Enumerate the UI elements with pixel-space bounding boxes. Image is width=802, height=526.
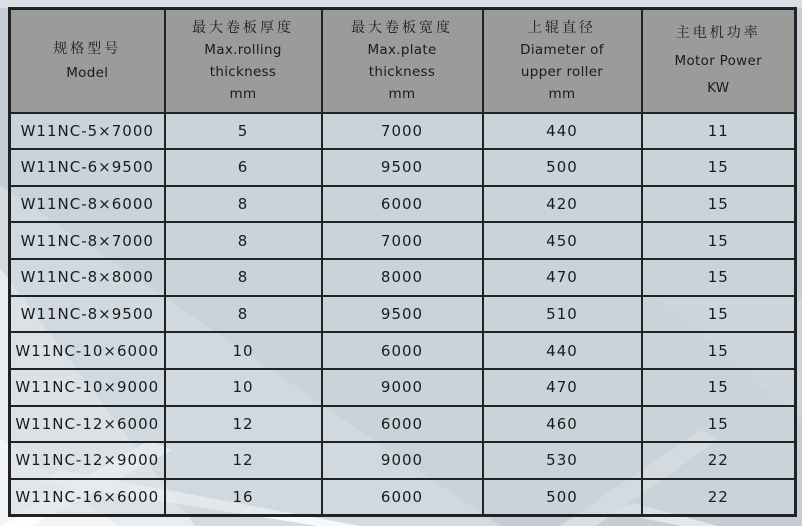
model-cell: W11NC-16×6000 bbox=[10, 479, 165, 516]
header-line: upper roller bbox=[520, 63, 604, 80]
column-header-max-plate-width bbox=[322, 9, 483, 113]
value-cell: 8 bbox=[165, 222, 322, 259]
header-line: mm bbox=[229, 85, 257, 102]
value-cell: 6 bbox=[165, 149, 322, 186]
value-cell: 15 bbox=[642, 332, 796, 369]
value-cell: 7000 bbox=[322, 222, 483, 259]
value-cell: 530 bbox=[483, 442, 642, 479]
value-cell: 8 bbox=[165, 296, 322, 333]
model-cell: W11NC-8×6000 bbox=[10, 186, 165, 223]
table-row bbox=[10, 406, 796, 443]
value-cell: 9000 bbox=[322, 369, 483, 406]
value-cell: 15 bbox=[642, 369, 796, 406]
header-line: mm bbox=[548, 85, 576, 102]
column-header-motor-power bbox=[642, 9, 796, 113]
header-line: Model bbox=[66, 64, 109, 81]
header-line: 最大卷板宽度 bbox=[351, 19, 453, 36]
value-cell: 15 bbox=[642, 149, 796, 186]
value-cell: 6000 bbox=[322, 479, 483, 516]
table-row bbox=[10, 479, 796, 516]
header-line: 上辊直径 bbox=[528, 19, 596, 36]
table-body bbox=[10, 113, 796, 516]
value-cell: 16 bbox=[165, 479, 322, 516]
value-cell: 15 bbox=[642, 222, 796, 259]
table-row bbox=[10, 186, 796, 223]
value-cell: 440 bbox=[483, 332, 642, 369]
table-row bbox=[10, 222, 796, 259]
value-cell: 6000 bbox=[322, 186, 483, 223]
header-line: mm bbox=[388, 85, 416, 102]
model-cell: W11NC-12×9000 bbox=[10, 442, 165, 479]
value-cell: 12 bbox=[165, 406, 322, 443]
header-line: Diameter of bbox=[520, 41, 604, 58]
value-cell: 450 bbox=[483, 222, 642, 259]
value-cell: 9000 bbox=[322, 442, 483, 479]
specification-table bbox=[8, 7, 797, 517]
value-cell: 9500 bbox=[322, 296, 483, 333]
value-cell: 5 bbox=[165, 113, 322, 150]
value-cell: 10 bbox=[165, 369, 322, 406]
value-cell: 15 bbox=[642, 406, 796, 443]
value-cell: 10 bbox=[165, 332, 322, 369]
model-cell: W11NC-5×7000 bbox=[10, 113, 165, 150]
value-cell: 500 bbox=[483, 149, 642, 186]
header-row bbox=[10, 9, 796, 113]
value-cell: 15 bbox=[642, 186, 796, 223]
value-cell: 6000 bbox=[322, 406, 483, 443]
header-line: Motor Power bbox=[674, 52, 762, 69]
column-header-max-rolling-thickness bbox=[165, 9, 322, 113]
value-cell: 470 bbox=[483, 369, 642, 406]
table-row bbox=[10, 369, 796, 406]
table-row bbox=[10, 442, 796, 479]
model-cell: W11NC-8×7000 bbox=[10, 222, 165, 259]
value-cell: 9500 bbox=[322, 149, 483, 186]
model-cell: W11NC-8×9500 bbox=[10, 296, 165, 333]
header-line: Max.rolling bbox=[204, 41, 282, 58]
value-cell: 470 bbox=[483, 259, 642, 296]
table-row bbox=[10, 332, 796, 369]
table-row bbox=[10, 113, 796, 150]
model-cell: W11NC-8×8000 bbox=[10, 259, 165, 296]
value-cell: 460 bbox=[483, 406, 642, 443]
header-line: 主电机功率 bbox=[675, 25, 761, 42]
header-line: thickness bbox=[209, 63, 277, 80]
value-cell: 7000 bbox=[322, 113, 483, 150]
header-line: Max.plate bbox=[367, 41, 437, 58]
value-cell: 440 bbox=[483, 113, 642, 150]
table-header bbox=[10, 9, 796, 113]
value-cell: 11 bbox=[642, 113, 796, 150]
model-cell: W11NC-10×9000 bbox=[10, 369, 165, 406]
table-row bbox=[10, 296, 796, 333]
value-cell: 510 bbox=[483, 296, 642, 333]
column-header-upper-roller-diameter bbox=[483, 9, 642, 113]
header-line: 规格型号 bbox=[53, 40, 122, 57]
value-cell: 8000 bbox=[322, 259, 483, 296]
model-cell: W11NC-12×6000 bbox=[10, 406, 165, 443]
value-cell: 15 bbox=[642, 259, 796, 296]
value-cell: 8 bbox=[165, 259, 322, 296]
model-cell: W11NC-6×9500 bbox=[10, 149, 165, 186]
model-cell: W11NC-10×6000 bbox=[10, 332, 165, 369]
header-line: thickness bbox=[368, 63, 436, 80]
value-cell: 500 bbox=[483, 479, 642, 516]
value-cell: 6000 bbox=[322, 332, 483, 369]
value-cell: 12 bbox=[165, 442, 322, 479]
table-row bbox=[10, 259, 796, 296]
header-line: KW bbox=[707, 80, 730, 97]
header-line: 最大卷板厚度 bbox=[192, 19, 294, 36]
value-cell: 420 bbox=[483, 186, 642, 223]
value-cell: 15 bbox=[642, 296, 796, 333]
value-cell: 22 bbox=[642, 479, 796, 516]
column-header-model bbox=[10, 9, 165, 113]
table-row bbox=[10, 149, 796, 186]
value-cell: 8 bbox=[165, 186, 322, 223]
value-cell: 22 bbox=[642, 442, 796, 479]
